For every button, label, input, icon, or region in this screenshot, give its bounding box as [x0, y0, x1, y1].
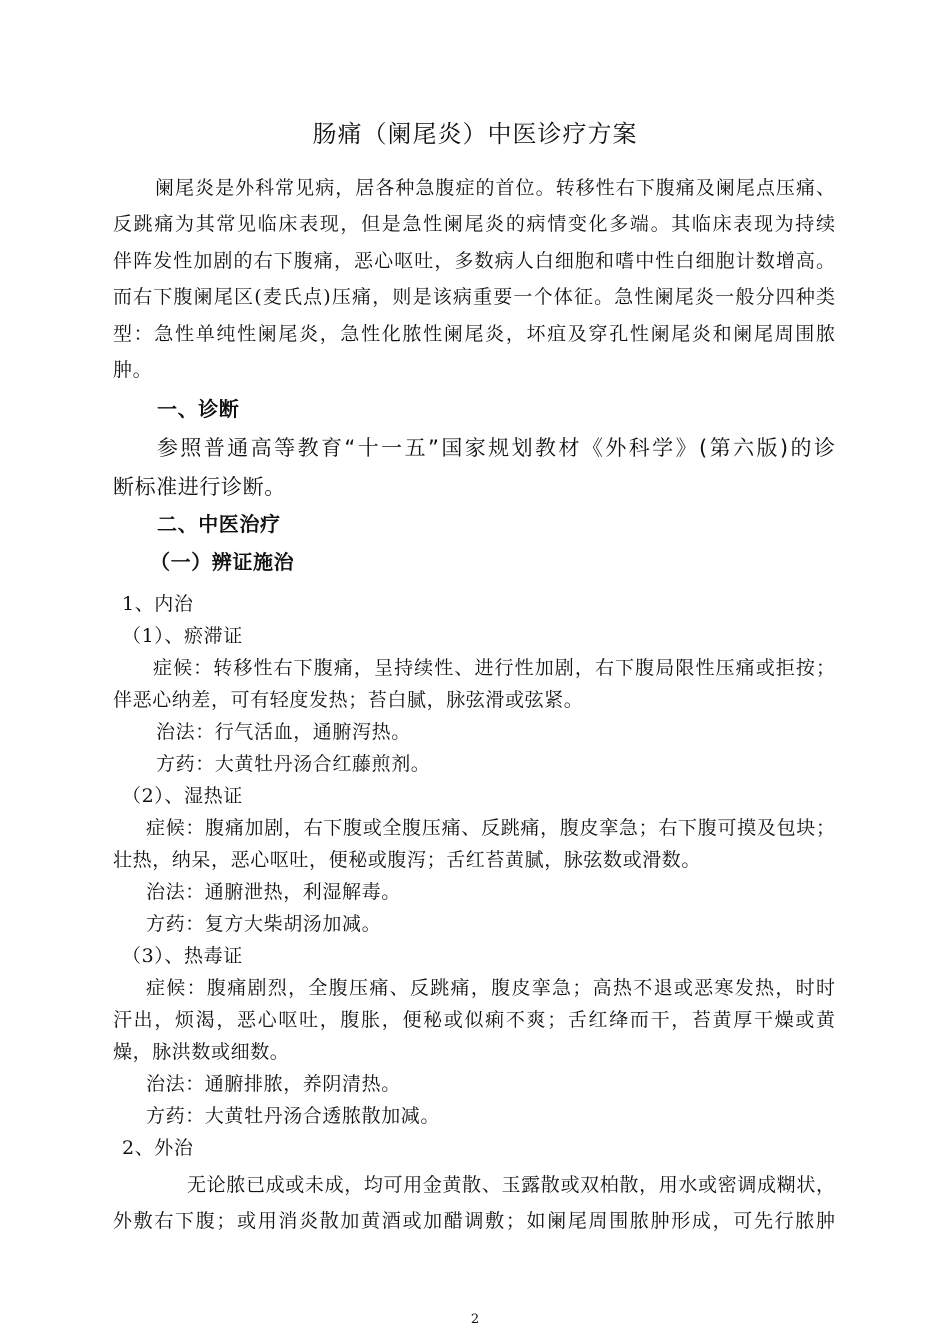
method-line: 治法：通腑泄热，利湿解毒。	[146, 881, 401, 903]
intro-line: 反跳痛为其常见临床表现，但是急性阑尾炎的病情变化多端。其临床表现为持续	[113, 213, 835, 235]
diagnosis-line: 断标准进行诊断。	[113, 475, 286, 499]
section-heading-diagnosis: 一、诊断	[157, 397, 240, 421]
formula-line: 方药：大黄牡丹汤合透脓散加减。	[146, 1105, 441, 1127]
subsection-heading: （一）辨证施治	[150, 550, 295, 574]
method-line: 治法：通腑排脓，养阴清热。	[146, 1073, 401, 1095]
page-number: 2	[470, 1312, 480, 1327]
external-line: 外敷右下腹；或用消炎散加黄酒或加醋调敷；如阑尾周围脓肿形成，可先行脓肿	[113, 1210, 835, 1232]
syndrome-label: （2）、湿热证	[122, 785, 243, 807]
intro-line: 肿。	[113, 359, 153, 381]
method-line: 治法：行气活血，通腑泻热。	[156, 721, 411, 743]
section-heading-tcm-treatment: 二、中医治疗	[157, 512, 281, 536]
symptom-line: 症候：转移性右下腹痛，呈持续性、进行性加剧，右下腹局限性压痛或拒按；	[153, 657, 835, 679]
intro-line: 伴阵发性加剧的右下腹痛，恶心呕吐，多数病人白细胞和嗜中性白细胞计数增高。	[113, 250, 835, 272]
internal-treatment-label: 1、内治	[122, 593, 194, 615]
syndrome-label: （3）、热毒证	[122, 945, 243, 967]
formula-line: 方药：大黄牡丹汤合红藤煎剂。	[156, 753, 431, 775]
symptom-line: 症候：腹痛加剧，右下腹或全腹压痛、反跳痛，腹皮挛急；右下腹可摸及包块；	[146, 817, 835, 839]
formula-line: 方药：复方大柴胡汤加减。	[146, 913, 382, 935]
intro-line: 阑尾炎是外科常见病，居各种急腹症的首位。转移性右下腹痛及阑尾点压痛、	[155, 177, 835, 199]
symptom-line: 症候：腹痛剧烈，全腹压痛、反跳痛，腹皮挛急；高热不退或恶寒发热，时时	[146, 977, 835, 999]
symptom-line: 燥，脉洪数或细数。	[113, 1041, 290, 1063]
diagnosis-line: 参照普通高等教育“十一五”国家规划教材《外科学》(第六版)的诊	[157, 436, 835, 460]
document-title: 肠痛（阑尾炎）中医诊疗方案	[312, 120, 638, 148]
external-treatment-label: 2、外治	[122, 1137, 194, 1159]
syndrome-label: （1）、瘀滞证	[122, 625, 243, 647]
external-line: 无论脓已成或未成，均可用金黄散、玉露散或双柏散，用水或密调成糊状，	[187, 1174, 835, 1196]
symptom-line: 壮热，纳呆，恶心呕吐，便秘或腹泻；舌红苔黄腻，脉弦数或滑数。	[113, 849, 702, 871]
symptom-line: 汗出，烦渴，恶心呕吐，腹胀，便秘或似痢不爽；舌红绛而干，苔黄厚干燥或黄	[113, 1009, 835, 1031]
intro-line: 而右下腹阑尾区(麦氏点)压痛，则是该病重要一个体征。急性阑尾炎一般分四种类	[113, 286, 835, 308]
symptom-line: 伴恶心纳差，可有轻度发热；苔白腻，脉弦滑或弦紧。	[113, 689, 584, 711]
intro-line: 型：急性单纯性阑尾炎，急性化脓性阑尾炎，坏疽及穿孔性阑尾炎和阑尾周围脓	[113, 323, 835, 345]
